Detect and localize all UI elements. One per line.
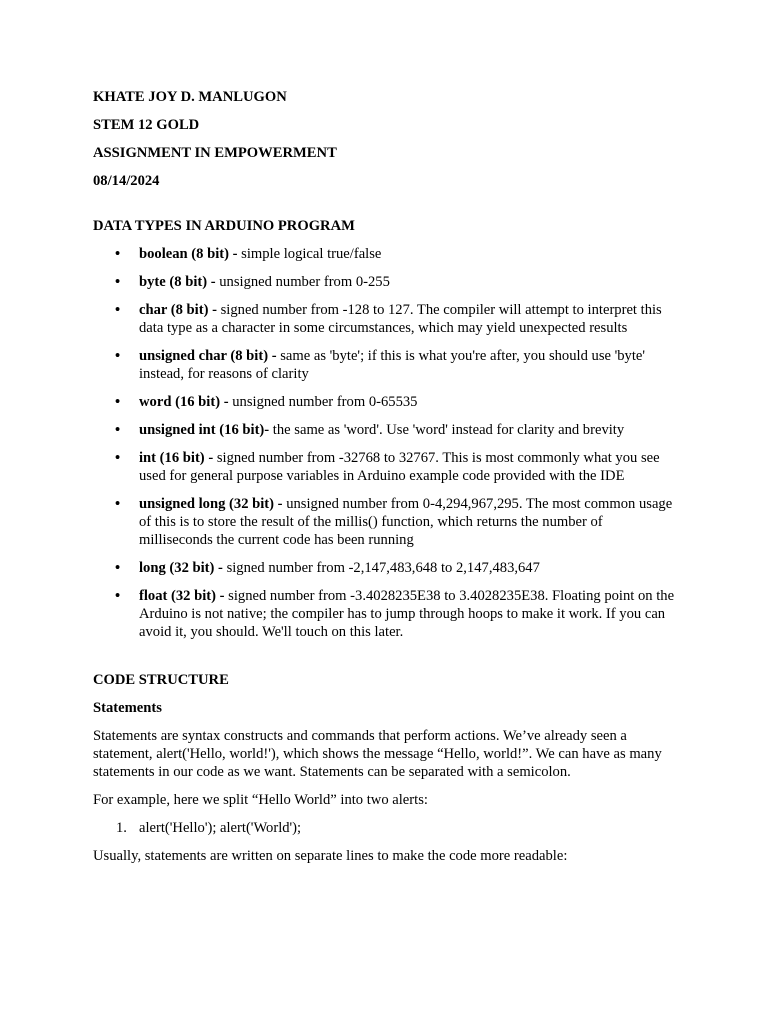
list-item <box>93 819 676 837</box>
author-name: KHATE JOY D. MANLUGON <box>93 89 287 105</box>
example-intro-paragraph: For example, here we split “Hello World” into two alerts: <box>93 792 428 808</box>
list-item <box>93 245 676 263</box>
type-term: word (16 bit) - <box>139 394 229 410</box>
type-desc: signed number from -2,147,483,648 to 2,147,483,647 <box>222 560 540 576</box>
list-number: 1. <box>116 820 127 836</box>
type-term: float (32 bit) - <box>139 588 225 604</box>
code-example-list <box>93 819 676 837</box>
type-term: byte (8 bit) - <box>139 274 216 290</box>
type-desc: unsigned number from 0-65535 <box>228 394 418 410</box>
assignment-date: 08/14/2024 <box>93 173 160 189</box>
data-types-list <box>93 245 676 641</box>
list-item <box>93 449 676 485</box>
type-term: boolean (8 bit) - <box>139 246 238 262</box>
type-term: unsigned char (8 bit) - <box>139 348 277 364</box>
type-desc: the same as 'word'. Use 'word' instead for clarity and brevity <box>269 422 625 438</box>
list-item <box>93 559 676 577</box>
type-term: unsigned long (32 bit) - <box>139 496 283 512</box>
code-line: alert('Hello'); alert('World'); <box>139 820 302 836</box>
list-item <box>93 495 676 549</box>
type-desc: simple logical true/false <box>237 246 382 262</box>
list-item <box>93 587 676 641</box>
statements-subheading: Statements <box>93 700 162 716</box>
separate-lines-paragraph: Usually, statements are written on separate lines to make the code more readable: <box>93 848 568 864</box>
type-term: long (32 bit) - <box>139 560 223 576</box>
type-desc: unsigned number from 0-255 <box>215 274 390 290</box>
list-item <box>93 421 676 439</box>
type-desc: same as 'byte'; if this is what you're after, you should use 'byte' instead, for reasons of clarity <box>139 348 646 382</box>
list-item <box>93 393 676 411</box>
class-section: STEM 12 GOLD <box>93 117 200 133</box>
type-term: char (8 bit) - <box>139 302 217 318</box>
list-item <box>93 347 676 383</box>
statements-paragraph: Statements are syntax constructs and commands that perform actions. We’ve already seen a statement, alert('Hello, world!'), which shows the message “Hello, world!”. We can have as many statements in our code as we want. Statements can be separated with a semicolon. <box>93 728 662 780</box>
assignment-title: ASSIGNMENT IN EMPOWERMENT <box>93 145 337 161</box>
type-desc: unsigned number from 0-4,294,967,295. The most common usage of this is to store the result of the millis() function, which returns the number of milliseconds the current code has been running <box>139 496 673 548</box>
list-item <box>93 301 676 337</box>
type-term: int (16 bit) - <box>139 450 214 466</box>
data-types-heading: DATA TYPES IN ARDUINO PROGRAM <box>93 218 355 234</box>
type-desc: signed number from -128 to 127. The compiler will attempt to interpret this data type as a character in some circumstances, which may yield unexpected results <box>139 302 662 336</box>
type-desc: signed number from -3.4028235E38 to 3.4028235E38. Floating point on the Arduino is not native; the compiler has to jump through hoops to make it work. If you can avoid it, you should. We'll touch on this later. <box>139 588 675 640</box>
type-term: unsigned int (16 bit)- <box>139 422 270 438</box>
code-structure-heading: CODE STRUCTURE <box>93 672 229 688</box>
list-item <box>93 273 676 291</box>
type-desc: signed number from -32768 to 32767. This is most commonly what you see used for general purpose variables in Arduino example code provided with the IDE <box>139 450 660 484</box>
